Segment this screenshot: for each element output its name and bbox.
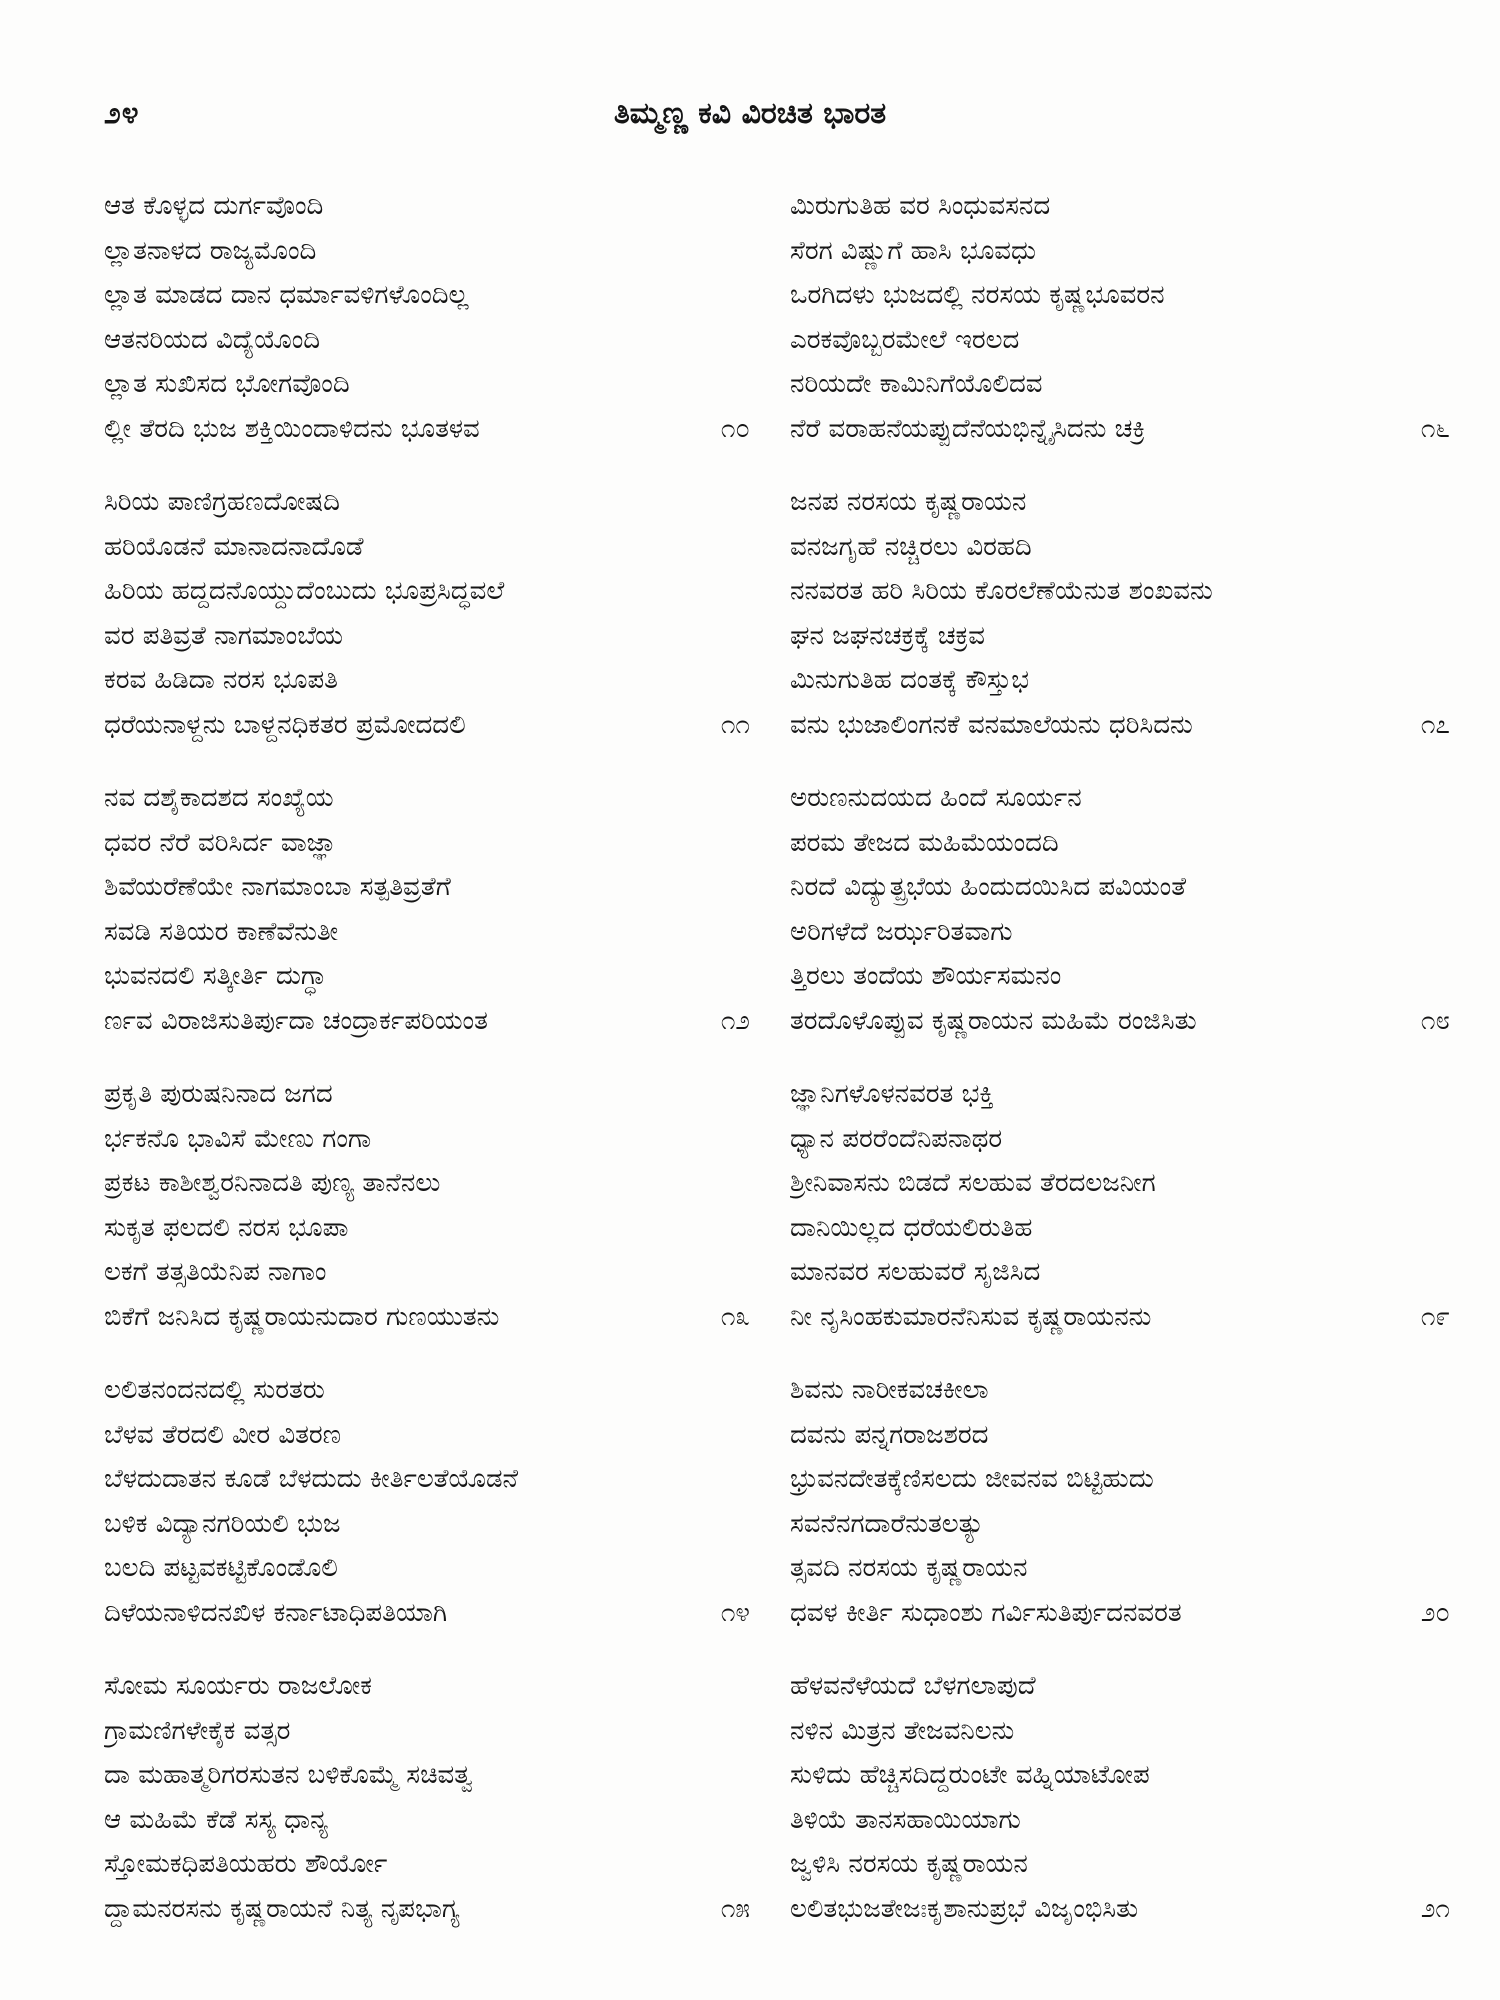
stanza <box>790 480 1450 747</box>
verse-line: ನವ ದಶೈಕಾದಶದ ಸಂಖ್ಯೆಯ <box>104 783 334 813</box>
stanza-number: ೧೦ <box>720 413 750 444</box>
verse-line: ನರಿಯದೇ ಕಾಮಿನಿಗೆಯೊಲಿದವ <box>790 369 1043 399</box>
verse-line: ನಿರದೆ ವಿದ್ಯುತ್ಪ್ರಭೆಯ ಹಿಂದುದಯಿಸಿದ ಪವಿಯಂತೆ <box>790 872 1187 902</box>
stanza-number: ೧೪ <box>720 1597 750 1628</box>
stanza <box>790 1368 1450 1635</box>
verse-line: ನೀ ನೃಸಿಂಹಕುಮಾರನೆನಿಸುವ ಕೃಷ್ಣರಾಯನನು <box>790 1301 1152 1332</box>
verse-line: ಅರಿಗಳೆದೆ ಜರ್ಝರಿತವಾಗು <box>790 916 1013 947</box>
verse-line: ಮಿರುಗುತಿಹ ವರ ಸಿಂಧುವಸನದ <box>790 191 1051 221</box>
verse-line: ಬಿಕೆಗೆ ಜನಿಸಿದ ಕೃಷ್ಣರಾಯನುದಾರ ಗುಣಯುತನು <box>104 1301 500 1332</box>
verse-line: ಪ್ರಕಟ ಕಾಶೀಶ್ವರನಿನಾದತಿ ಪುಣ್ಯ ತಾನೆನಲು <box>104 1168 441 1198</box>
stanza-number: ೨೦ <box>1420 1597 1450 1628</box>
verse-line: ಆ ಮಹಿಮೆ ಕೆಡೆ ಸಸ್ಯ ಧಾನ್ಯ <box>104 1804 329 1835</box>
verse-line: ಸೋಮ ಸೂರ್ಯರು ರಾಜಲೋಕ <box>104 1671 372 1701</box>
verse-line: ಬೆಳವ ತೆರದಲಿ ವೀರ ವಿತರಣ <box>104 1419 342 1450</box>
stanza-number: ೧೨ <box>720 1005 750 1036</box>
verse-line: ತ್ಸವದಿ ನರಸಯ ಕೃಷ್ಣರಾಯನ <box>790 1553 1028 1583</box>
stanza-number: ೧೩ <box>720 1301 750 1332</box>
verse-line: ಸಿರಿಯ ಪಾಣಿಗ್ರಹಣದೋಷದಿ <box>104 487 340 517</box>
verse-line: ದಾನಿಯಿಲ್ಲದ ಧರೆಯಲಿರುತಿಹ <box>790 1212 1033 1243</box>
verse-line: ಶ್ರೀನಿವಾಸನು ಬಿಡದೆ ಸಲಹುವ ತೆರದಲಜನೀಗ <box>790 1168 1156 1198</box>
verse-line: ದಾ ಮಹಾತ್ಮರಿಗರಸುತನ ಬಳಿಕೊಮ್ಮೆ ಸಚಿವತ್ವ <box>104 1760 473 1790</box>
verse-line: ಶಿವೆಯರೆಣೆಯೇ ನಾಗಮಾಂಬಾ ಸತ್ಪತಿವ್ರತೆಗೆ <box>104 872 451 902</box>
verse-line: ಬೆಳದುದಾತನ ಕೂಡೆ ಬೆಳದುದು ಕೀರ್ತಿಲತೆಯೊಡನೆ <box>104 1464 519 1494</box>
stanza-number: ೧೬ <box>1420 413 1450 444</box>
verse-line: ಆತನರಿಯದ ವಿದ್ಯೆಯೊಂದಿ <box>104 324 321 355</box>
verse-line: ತಿಳಿಯೆ ತಾನಸಹಾಯಿಯಾಗು <box>790 1804 1021 1835</box>
stanza <box>104 1368 750 1635</box>
verse-line: ಶಿವನು ನಾರೀಕವಚಕೀಲಾ <box>790 1375 989 1405</box>
stanza-number: ೧೮ <box>1420 1005 1450 1036</box>
stanza-number: ೧೧ <box>720 709 750 740</box>
stanza-number: ೧೫ <box>720 1893 750 1924</box>
verse-line: ಲಲಿತನಂದನದಲ್ಲಿ ಸುರತರು <box>104 1375 325 1405</box>
verse-line: ಸ್ತೋಮಕಧಿಪತಿಯಹರು ಶೌರ್ಯೋ <box>104 1849 388 1879</box>
verse-line: ಪ್ರಕೃತಿ ಪುರುಷನಿನಾದ ಜಗದ <box>104 1079 333 1109</box>
verse-line: ಲ್ಲಾತ ಮಾಡದ ದಾನ ಧರ್ಮಾವಳಿಗಳೊಂದಿಲ್ಲ <box>104 280 469 310</box>
verse-line: ಸವಡಿ ಸತಿಯರ ಕಾಣೆವೆನುತೀ <box>104 916 339 947</box>
verse-line: ಆತ ಕೊಳ್ಳದ ದುರ್ಗವೊಂದಿ <box>104 191 324 221</box>
verse-line: ಎರಕವೊಬ್ಬರಮೇಲೆ ಇರಲದ <box>790 324 1020 355</box>
verse-line: ಸೆರಗ ವಿಷ್ಣುಗೆ ಹಾಸಿ ಭೂವಧು <box>790 235 1037 266</box>
stanza-number: ೧೭ <box>1420 709 1450 740</box>
stanza <box>104 1072 750 1339</box>
verse-line: ವನು ಭುಜಾಲಿಂಗನಕೆ ವನಮಾಲೆಯನು ಧರಿಸಿದನು <box>790 709 1193 740</box>
verse-line: ದವನು ಪನ್ನಗರಾಜಶರದ <box>790 1419 989 1450</box>
left-column <box>104 184 750 1931</box>
verse-line: ವರ ಪತಿವ್ರತೆ ನಾಗಮಾಂಬೆಯ <box>104 620 344 651</box>
verse-line: ಜ್ಞಾನಿಗಳೊಳನವರತ ಭಕ್ತಿ <box>790 1079 994 1109</box>
verse-line: ಹರಿಯೊಡನೆ ಮಾನಾದನಾದೊಡೆ <box>104 531 364 562</box>
page-number: ೨೪ <box>104 96 140 131</box>
verse-line: ಹೆಳವನೆಳೆಯದೆ ಬೆಳಗಲಾಪುದೆ <box>790 1671 1036 1701</box>
verse-line: ಹಿರಿಯ ಹದ್ದದನೊಯ್ದುದೆಂಬುದು ಭೂಪ್ರಸಿದ್ಧವಲೆ <box>104 576 505 606</box>
running-title: ತಿಮ್ಮಣ್ಣ ಕವಿ ವಿರಚಿತ ಭಾರತ <box>613 96 887 131</box>
verse-line: ಗ್ರಾಮಣಿಗಳೇಕೈಕ ವತ್ಸರ <box>104 1715 291 1746</box>
verse-line: ಲ್ಲೀ ತೆರದಿ ಭುಜ ಶಕ್ತಿಯಿಂದಾಳಿದನು ಭೂತಳವ <box>104 413 480 444</box>
verse-line: ಮಾನವರ ಸಲಹುವರೆ ಸೃಜಿಸಿದ <box>790 1257 1041 1287</box>
verse-line: ತ್ತಿರಲು ತಂದೆಯ ಶೌರ್ಯಸಮನಂ <box>790 961 1062 991</box>
verse-line: ಧ್ಯಾನ ಪರರೆಂದೆನಿಪನಾಥರ <box>790 1123 1003 1154</box>
verse-line: ಲ್ಲಾತನಾಳದ ರಾಜ್ಯಮೊಂದಿ <box>104 235 317 266</box>
verse-line: ಸುಳಿದು ಹೆಚ್ಚಿಸದಿದ್ದರುಂಟೇ ವಹ್ನಿಯಾಟೋಪ <box>790 1760 1150 1790</box>
stanza <box>104 184 750 451</box>
stanza <box>104 776 750 1043</box>
verse-line: ಜ್ವಳಿಸಿ ನರಸಯ ಕೃಷ್ಣರಾಯನ <box>790 1849 1028 1879</box>
stanza <box>790 184 1450 451</box>
verse-line: ಒರಗಿದಳು ಭುಜದಲ್ಲಿ ನರಸಯ ಕೃಷ್ಣಭೂವರನ <box>790 280 1165 310</box>
verse-line: ಅರುಣನುದಯದ ಹಿಂದೆ ಸೂರ್ಯನ <box>790 783 1082 813</box>
verse-line: ದ್ದಾಮನರಸನು ಕೃಷ್ಣರಾಯನೆ ನಿತ್ಯ ನೃಪಭಾಗ್ಯ <box>104 1893 460 1924</box>
verse-line: ಕರವ ಹಿಡಿದಾ ನರಸ ಭೂಪತಿ <box>104 665 338 695</box>
verse-line: ಲ್ಲಾತ ಸುಖಿಸದ ಭೋಗವೊಂದಿ <box>104 369 350 399</box>
stanza <box>104 480 750 747</box>
stanza <box>790 776 1450 1043</box>
verse-line: ಭುವನದಲಿ ಸತ್ಕೀರ್ತಿ ದುಗ್ಧಾ <box>104 961 327 991</box>
verse-line: ಘನ ಜಘನಚಕ್ರಕ್ಕೆ ಚಕ್ರವ <box>790 620 985 651</box>
verse-line: ಧರೆಯನಾಳ್ದನು ಬಾಳ್ದನಧಿಕತರ ಪ್ರಮೋದದಲಿ <box>104 709 466 740</box>
verse-line: ರ್ಣವ ವಿರಾಜಿಸುತಿರ್ಪುದಾ ಚಂದ್ರಾರ್ಕಪರಿಯಂತ <box>104 1005 488 1036</box>
verse-line: ಮಿನುಗುತಿಹ ದಂತಕ್ಕೆ ಕೌಸ್ತುಭ <box>790 665 1029 695</box>
verse-line: ಜನಪ ನರಸಯ ಕೃಷ್ಣರಾಯನ <box>790 487 1027 517</box>
stanza <box>104 1664 750 1931</box>
verse-line: ಲಲಿತಭುಜತೇಜಃಕೃಶಾನುಪ್ರಭೆ ವಿಜೃಂಭಿಸಿತು <box>790 1893 1139 1924</box>
verse-line: ಸುಕೃತ ಫಲದಲಿ ನರಸ ಭೂಪಾ <box>104 1212 349 1243</box>
right-column <box>790 184 1450 1931</box>
verse-line: ತರದೊಳೊಪ್ಪುವ ಕೃಷ್ಣರಾಯನ ಮಹಿಮೆ ರಂಜಿಸಿತು <box>790 1005 1197 1036</box>
verse-line: ಧವರ ನೆರೆ ವರಿಸಿರ್ದ ವಾಜ್ಞಾ <box>104 827 337 858</box>
verse-line: ಬಳಿಕ ವಿದ್ಯಾನಗರಿಯಲಿ ಭುಜ <box>104 1508 341 1539</box>
stanza <box>790 1072 1450 1339</box>
verse-line: ರ್ಭಕನೊ ಭಾವಿಸೆ ಮೇಣು ಗಂಗಾ <box>104 1123 372 1154</box>
verse-line: ನಳಿನ ಮಿತ್ರನ ತೇಜವನಿಲನು <box>790 1715 1015 1746</box>
verse-line: ನೆರೆ ವರಾಹನೆಯಪ್ಪುದೆನೆಯಭಿನ್ನೈಸಿದನು ಚಕ್ರಿ <box>790 413 1146 444</box>
verse-line: ಲಕಗೆ ತತ್ಸತಿಯೆನಿಪ ನಾಗಾಂ <box>104 1257 327 1287</box>
stanza-number: ೨೧ <box>1420 1893 1450 1924</box>
verse-line: ದಿಳೆಯನಾಳಿದನಖಿಳ ಕರ್ನಾಟಾಧಿಪತಿಯಾಗಿ <box>104 1597 448 1628</box>
verse-line: ಭ್ರುವನದೇತಕ್ಕೆಣಿಸಲದು ಜೀವನವ ಬಿಟ್ಟಿಹುದು <box>790 1464 1154 1494</box>
verse-line: ನನವರತ ಹರಿ ಸಿರಿಯ ಕೊರಲೆಣೆಯೆನುತ ಶಂಖವನು <box>790 576 1213 606</box>
verse-line: ಪರಮ ತೇಜದ ಮಹಿಮೆಯಂದದಿ <box>790 827 1059 858</box>
verse-line: ವನಜಗೃಹೆ ನಚ್ಚಿರಲು ವಿರಹದಿ <box>790 531 1032 562</box>
verse-line: ಬಲದಿ ಪಟ್ಟವಕಟ್ಟಿಕೊಂಡೊಲಿ <box>104 1553 338 1583</box>
verse-line: ಧವಳ ಕೀರ್ತಿ ಸುಧಾಂಶು ಗರ್ವಿಸುತಿರ್ಪುದನವರತ <box>790 1597 1182 1628</box>
stanza-number: ೧೯ <box>1420 1301 1450 1332</box>
verse-line: ಸವನೆನಗದಾರೆನುತಲತ್ಯು <box>790 1508 985 1539</box>
stanza <box>790 1664 1450 1931</box>
